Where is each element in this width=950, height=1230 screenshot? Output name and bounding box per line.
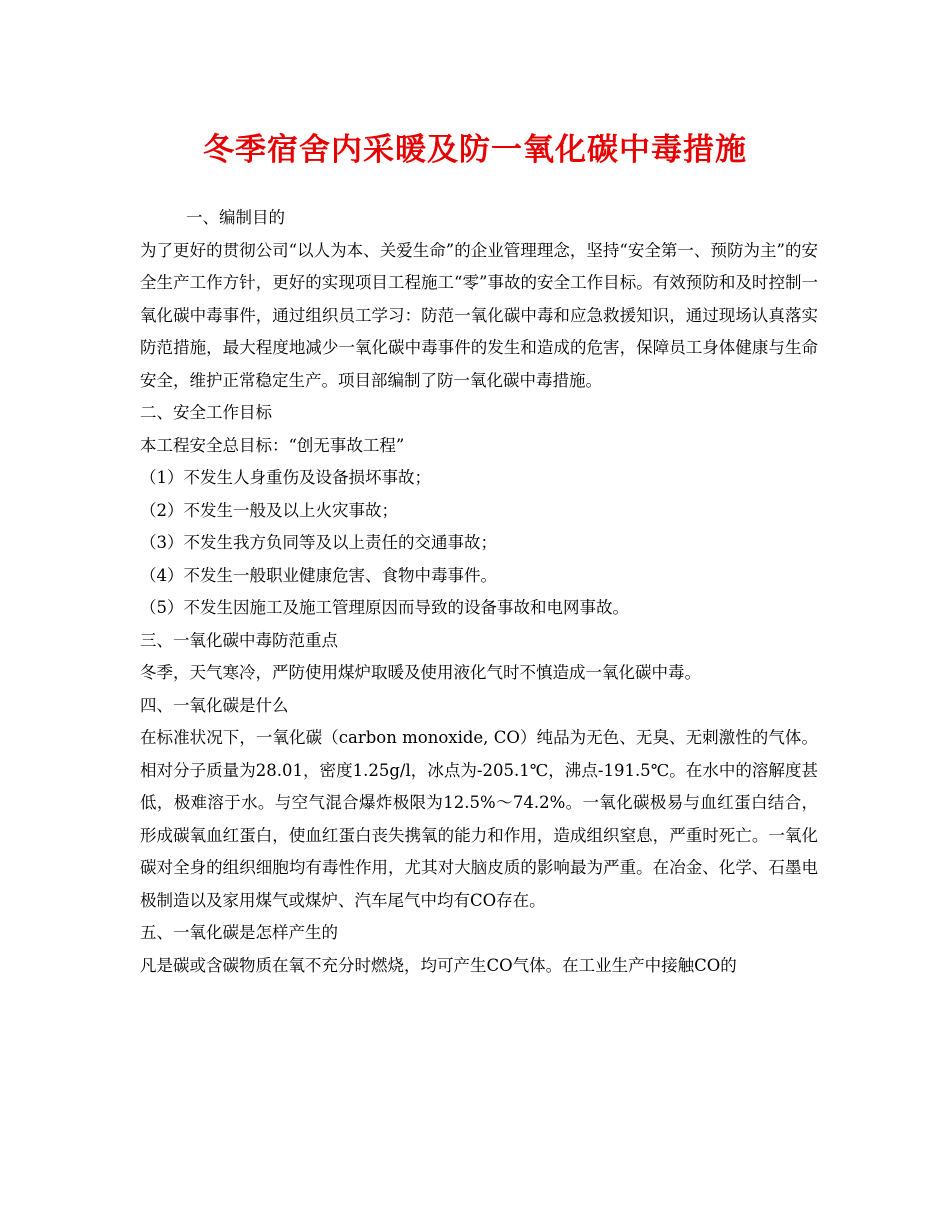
- paragraph-prevention-focus: 冬季，天气寒冷，严防使用煤炉取暖及使用液化气时不慎造成一氧化碳中毒。: [140, 663, 701, 682]
- section-heading-how-co-produced: 五、一氧化碳是怎样产生的: [140, 923, 338, 942]
- goal-item-4: （4）不发生一般职业健康危害、食物中毒事件。: [140, 565, 497, 585]
- document-body: [140, 202, 818, 982]
- section-heading-safety-goals: 二、安全工作目标: [140, 403, 272, 422]
- goal-item-5: （5）不发生因施工及施工管理原因而导致的设备事故和电网事故。: [140, 598, 629, 617]
- goal-item-3: （3）不发生我方负同等及以上责任的交通事故；: [140, 533, 497, 552]
- document-title: 冬季宿舍内采暖及防一氧化碳中毒措施: [203, 132, 747, 168]
- paragraph-what-is-co: 在标准状况下，一氧化碳（carbon monoxide, CO）纯品为无色、无臭、无刺激性的气体。相对分子质量为28.01，密度1.25g/l，冰点为-205.1℃，沸点-191.5℃。在水中的溶解度甚低，极难溶于水。与空气混合爆炸极限为12.5%～74.2%。一氧化碳极易与血红蛋白结合，形成碳氧血红蛋白，使血红蛋白丧失携氧的能力和作用，造成组织窒息，严重时死亡。一氧化碳对全身的组织细胞均有毒性作用，尤其对大脑皮质的影响最为严重。在冶金、化学、石墨电极制造以及家用煤气或煤炉、汽车尾气中均有CO存在。: [140, 728, 818, 910]
- section-heading-prevention-focus: 三、一氧化碳中毒防范重点: [140, 630, 338, 650]
- section-heading-purpose: 一、编制目的: [186, 208, 285, 227]
- goal-item-2: （2）不发生一般及以上火灾事故；: [140, 500, 398, 520]
- paragraph-purpose: 为了更好的贯彻公司“以人为本、关爱生命”的企业管理理念，坚持“安全第一、预防为主”的安全生产工作方针，更好的实现项目工程施工“零”事故的安全工作目标。有效预防和及时控制一氧化碳中毒事件，通过组织员工学习：防范一氧化碳中毒和应急救援知识，通过现场认真落实防范措施，最大程度地减少一氧化碳中毒事件的发生和造成的危害，保障员工身体健康与生命安全，维护正常稳定生产。项目部编制了防一氧化碳中毒措施。: [140, 240, 818, 390]
- goal-item-1: （1）不发生人身重伤及设备损坏事故；: [140, 468, 431, 487]
- paragraph-how-co-produced: 凡是碳或含碳物质在氧不充分时燃烧，均可产生CO气体。在工业生产中接触CO的: [140, 955, 737, 975]
- paragraph-overall-goal: 本工程安全总目标：“创无事故工程”: [140, 435, 405, 455]
- section-heading-what-is-co: 四、一氧化碳是什么: [140, 695, 289, 715]
